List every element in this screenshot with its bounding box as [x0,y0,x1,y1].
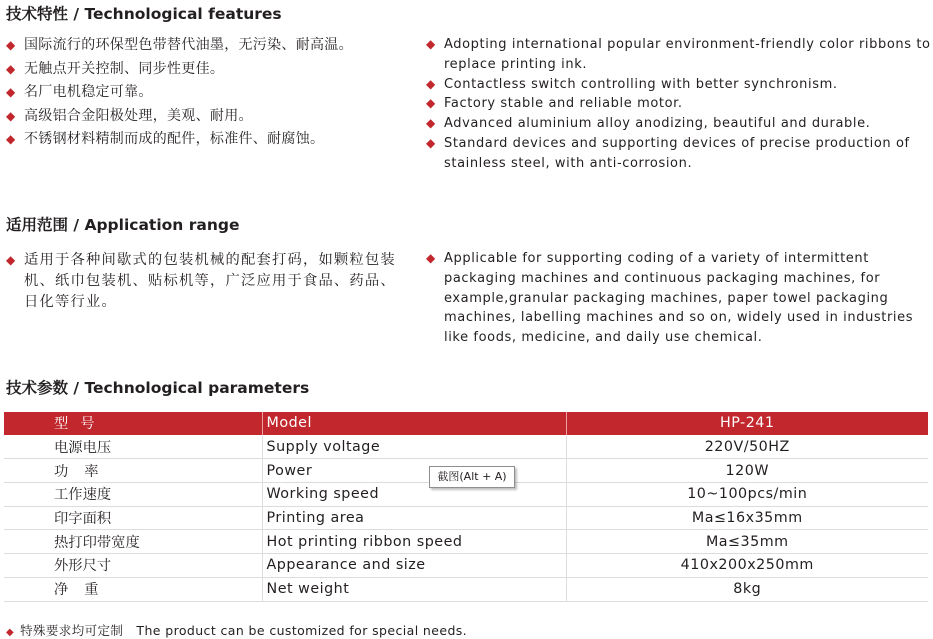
cell-value: 10~100pcs/min [566,483,928,507]
cell-zh: 电源电压 [4,435,262,459]
table-row [4,506,928,530]
cell-value: Ma≤35mm [566,530,928,554]
parameters-title: 技术参数 / Technological parameters [6,379,310,397]
table-row [4,435,928,459]
diamond-bullet-icon: ◆ [6,253,17,267]
list-item: ◆ Advanced aluminium alloy anodizing, beautiful and durable. [426,114,931,134]
list-item: ◆ Applicable for supporting coding of a variety of intermittent packaging machines and continuous packaging machines, for example,granular packaging machines, paper towel packaging machines, labelling machines and so on, widely used in industries like foods, medicine, and daily use chemical. [426,251,914,346]
header-cell-value: HP-241 [566,412,928,435]
cell-value: Ma≤16x35mm [566,506,928,530]
diamond-bullet-icon: ◆ [6,38,16,52]
cell-zh: 印字面积 [4,506,262,530]
features-zh-list [6,34,406,152]
application-title: 适用范围 / Application range [6,216,240,234]
table-row [4,577,928,601]
footer-note [6,621,467,639]
cell-en: Printing area [262,506,566,530]
features-en-list [426,35,931,174]
cell-value: 220V/50HZ [566,435,928,459]
application-en-list [426,249,931,348]
diamond-bullet-icon: ◆ [6,132,16,146]
table-row [4,554,928,578]
header-cell-en: Model [262,412,566,435]
table-row [4,530,928,554]
cell-en: Power [262,459,566,483]
cell-value: 8kg [566,577,928,601]
cell-en: Supply voltage [262,435,566,459]
list-item: ◆ 国际流行的环保型色带替代油墨，无污染、耐高温。 [6,34,406,58]
list-item: ◆ 无触点开关控制、同步性更佳。 [6,58,406,82]
diamond-bullet-icon: ◆ [6,61,16,76]
table-header-row [4,412,928,435]
cell-en: Working speed [262,483,566,507]
cell-en: Hot printing ribbon speed [262,530,566,554]
diamond-bullet-icon: ◆ [6,85,16,99]
list-item: ◆ 适用于各种间歇式的包装机械的配套打码，如颗粒包装机、纸巾包装机、贴标机等，广泛应用于食品、药品、日化等行业。 [6,252,396,310]
cell-zh: 工作速度 [4,483,262,507]
features-title: 技术特性 / Technological features [6,5,282,23]
diamond-bullet-icon: ◆ [6,108,16,123]
diamond-bullet-icon: ◆ [426,76,436,91]
footer-zh: 特殊要求均可定制 [20,623,124,638]
list-item: ◆ Factory stable and reliable motor. [426,94,931,114]
diamond-bullet-icon: ◆ [426,96,436,111]
cell-zh: 净重 [4,577,262,601]
parameters-table [4,412,928,602]
list-item: ◆ 高级铝合金阳极处理，美观、耐用。 [6,105,406,129]
list-item: ◆ Contactless switch controlling with better synchronism. [426,75,931,95]
list-item: ◆ 名厂电机稳定可靠。 [6,81,406,105]
diamond-bullet-icon: ◆ [426,116,436,131]
diamond-bullet-icon: ◆ [426,135,436,150]
cell-zh: 外形尺寸 [4,554,262,578]
list-item: ◆ Adopting international popular environment-friendly color ribbons to replace printing ink. [426,37,931,72]
header-cell-zh: 型号 [4,412,262,435]
cell-en: Appearance and size [262,554,566,578]
cell-zh: 热打印带宽度 [4,530,262,554]
application-zh-list [6,250,398,313]
footer-en: The product can be customized for special needs. [136,623,468,638]
diamond-bullet-icon: ◆ [6,627,15,638]
list-item: ◆ 不锈钢材料精制而成的配件，标准件、耐腐蚀。 [6,128,406,152]
cell-value: 120W [566,459,928,483]
cell-value: 410x200x250mm [566,554,928,578]
cell-zh: 功率 [4,459,262,483]
diamond-bullet-icon: ◆ [426,251,436,265]
cell-en: Net weight [262,577,566,601]
diamond-bullet-icon: ◆ [426,37,436,51]
screenshot-tooltip: 截图(Alt + A) [429,466,515,488]
list-item: ◆ Standard devices and supporting devices of precise production of stainless steel, with anti-corrosion. [426,135,910,171]
